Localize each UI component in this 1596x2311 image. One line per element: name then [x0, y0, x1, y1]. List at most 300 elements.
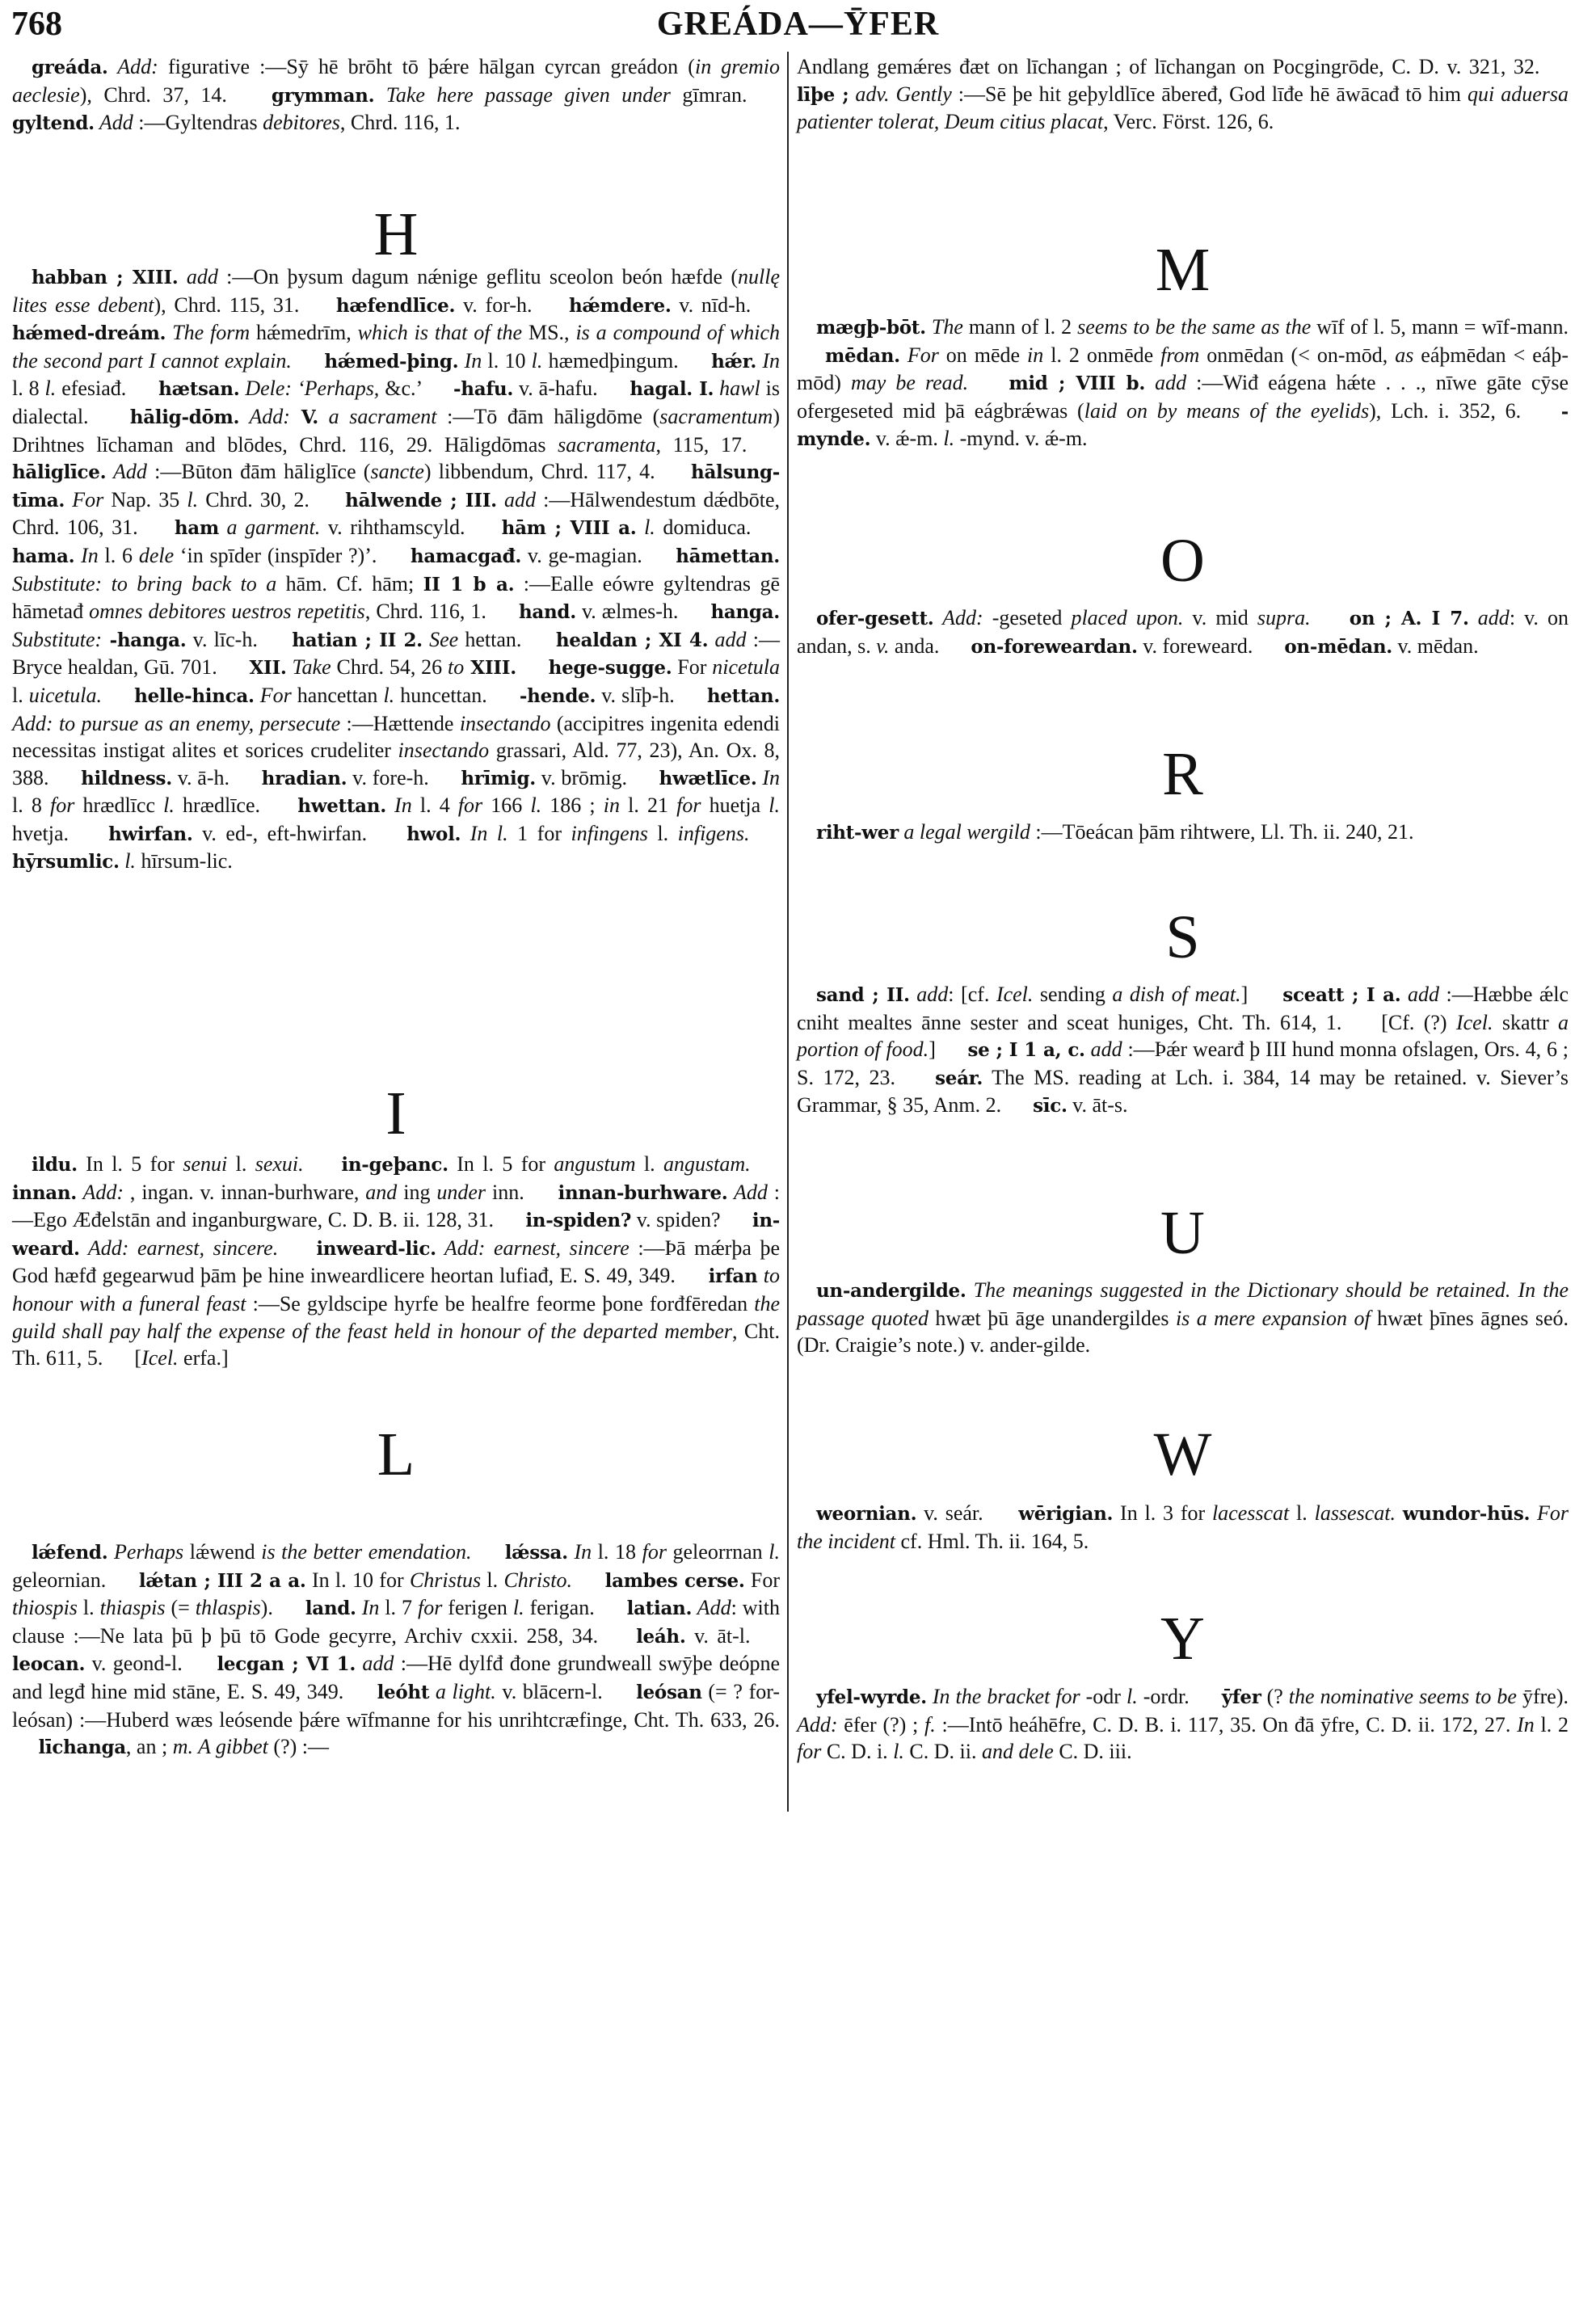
italic-text: infigens.	[677, 821, 750, 845]
text-run	[1311, 606, 1350, 629]
italic-text: add	[1084, 1038, 1122, 1062]
italic-text: which is that of the	[357, 321, 523, 345]
text-run: -ordr.	[1137, 1685, 1222, 1708]
headword: hamacgađ.	[410, 545, 522, 567]
italic-text: omnes debitores uestros repetitis	[89, 600, 365, 624]
italic-text: l.	[893, 1740, 904, 1764]
italic-text: is a compound of which the second part I cannot explain.	[12, 321, 780, 373]
text-run: 1 for	[507, 821, 571, 845]
italic-text: sancte	[370, 460, 424, 484]
headword: hāliglīce.	[12, 461, 107, 484]
italic-text: Christo.	[503, 1568, 572, 1592]
text-run: :—Wiđ eágena hǽte . . ., nīwe gāte cȳse ofergeseted mid þā eágbrǽwas (	[797, 371, 1569, 423]
text-run: gīmran.	[670, 82, 780, 107]
italic-text: f.	[924, 1712, 936, 1736]
text-run: Chrd. 30, 2.	[198, 487, 346, 511]
text-run: , an ;	[125, 1735, 173, 1759]
italic-text: sacramentum	[659, 404, 773, 428]
text-run: , Cht. Th. 611, 5. [	[12, 1319, 780, 1370]
entry-paragraph-w	[797, 1500, 1569, 1555]
headword: sceatt ; I a.	[1282, 984, 1401, 1006]
italic-text: sacramenta	[558, 432, 656, 457]
text-run: ȳfre).	[1516, 1685, 1569, 1708]
text-run: hām. Cf. hām;	[276, 571, 423, 596]
text-run: l. 4	[411, 793, 458, 818]
headword: hæfendlīce.	[335, 294, 456, 317]
text-run: mann of l. 2	[962, 315, 1078, 339]
section-letter-i: I	[385, 1080, 406, 1147]
italic-text: a sacrament	[318, 404, 437, 428]
italic-text: l.	[636, 516, 655, 540]
italic-text: the guild shall pay half the expense of the feast held in honour of the departed member	[12, 1291, 780, 1343]
text-run: C. D. ii.	[903, 1740, 982, 1764]
entry-paragraph-h	[12, 263, 780, 876]
headword: ofer-gesett.	[816, 608, 934, 629]
headword: ildu.	[32, 1154, 78, 1176]
headword: ham	[174, 517, 219, 540]
text-run: :—Sē þe hit geþyldlīce ābeređ, God līđe hē āwācađ tō him	[951, 82, 1468, 106]
text-run: &c.’	[379, 377, 454, 401]
italic-text: add	[1145, 371, 1187, 395]
text-run: ‘in spīder (inspīder ?)’.	[174, 543, 411, 567]
entry-paragraph-continuation	[797, 53, 1569, 136]
text-run: ) Drihtnes līchaman and blōdes, Chrd. 116, 29. Hāligdōmas	[12, 404, 780, 457]
italic-text: as	[1395, 343, 1414, 367]
text-run: v. foreweard.	[1137, 634, 1285, 658]
text-run: : with clause :—Ne lata þū þ þū tō Gode gecyrre, Archiv cxxii. 258, 34.	[12, 1596, 780, 1648]
text-run: In l. 5 for	[77, 1152, 183, 1176]
italic-text: For the incident	[797, 1501, 1569, 1553]
italic-text: lassescat.	[1314, 1501, 1396, 1525]
italic-text: a legal wergild	[898, 820, 1030, 844]
section-letter-s: S	[1165, 903, 1200, 971]
text-run: anda.	[889, 634, 971, 658]
headword: -mynde.	[797, 400, 1569, 451]
italic-text: dele	[138, 543, 175, 567]
italic-text: is the better emendation.	[261, 1540, 472, 1564]
text-run: v. ā-hafu.	[513, 377, 630, 401]
headword: hrīmig.	[461, 767, 536, 789]
text-run	[102, 684, 134, 707]
italic-text: In the bracket for	[926, 1685, 1080, 1708]
text-run: v. ge-magian.	[521, 543, 676, 567]
text-run: lǽwend	[183, 1540, 262, 1564]
text-run: :—Ealle eówre gyltendras gē hāmetađ	[12, 571, 780, 624]
text-run: l. 8	[12, 377, 45, 401]
text-run: skattr	[1493, 1010, 1558, 1034]
text-run: :—Intō heáhēfre, C. D. B. i. 117, 35. On đā ȳfre, C. D. ii. 172, 27.	[935, 1712, 1518, 1736]
headword: hanga.	[710, 601, 780, 624]
text-run: MS.,	[522, 321, 576, 345]
headword: -hende.	[519, 684, 596, 707]
italic-text: Add: earnest, sincere	[436, 1235, 630, 1260]
italic-text: The form	[166, 321, 251, 345]
italic-text: The	[925, 315, 963, 339]
section-letter-y: Y	[1160, 1605, 1205, 1673]
headword: XIII.	[464, 657, 516, 680]
text-run: :—Hæbbe ǽlc cniht mealtes ānne sester and sceat huniges, Cht. Th. 614, 1. [Cf. (?)	[797, 983, 1569, 1034]
italic-text: Add	[106, 460, 147, 484]
section-letter-u: U	[1160, 1199, 1205, 1267]
headword: mēdan.	[824, 344, 900, 367]
text-run: hīrsum-lic.	[135, 849, 233, 873]
entry-paragraph-l	[12, 1539, 780, 1762]
headword: lambes cerse.	[604, 1569, 745, 1592]
text-run: Chrd. 54, 26	[331, 655, 448, 680]
italic-text: For	[254, 683, 292, 707]
text-run: ]	[929, 1038, 968, 1062]
text-run: (=	[165, 1596, 196, 1620]
headword: lǽtan ; III 2 a a.	[138, 1569, 306, 1592]
text-run: l.	[12, 683, 29, 707]
italic-text: Add:	[933, 606, 983, 629]
italic-text: Take here passage given under	[374, 82, 671, 107]
text-run: hwæt þū āge unandergildes	[928, 1306, 1176, 1330]
headword: hwol.	[406, 823, 461, 845]
italic-text: In	[385, 793, 412, 818]
headword: land.	[305, 1597, 356, 1620]
text-run: l.	[77, 1596, 100, 1620]
text-run: :—Hē dylfđ đone grundweall swȳþe deópne and legđ hine mid stāne, E. S. 49, 349.	[12, 1652, 781, 1703]
running-title: GREÁDA—ȲFER	[656, 6, 940, 43]
text-run: For	[672, 655, 713, 680]
italic-text: For	[65, 487, 104, 511]
italic-text: hawl	[714, 377, 760, 401]
text-run: l. 6	[98, 543, 139, 567]
text-run	[516, 655, 549, 679]
text-run: hrædlīcc	[74, 793, 164, 818]
italic-text: thiaspis	[99, 1596, 166, 1620]
text-run: v. geond-l.	[85, 1652, 217, 1676]
text-run: For	[744, 1568, 781, 1592]
text-run: ferigan.	[524, 1596, 627, 1620]
entry-paragraph-r	[797, 819, 1569, 847]
italic-text: Add	[94, 111, 133, 135]
italic-text: In	[756, 348, 780, 373]
italic-text: qui aduersa patienter tolerat, Deum citius placat	[797, 82, 1569, 134]
text-run: (accipitres ingenita edendi necessitas instigat alites et sorices crudeliter	[12, 711, 780, 763]
headword: hǽmed-þing.	[324, 350, 459, 373]
italic-text: l.	[769, 1540, 780, 1564]
italic-text: Take	[286, 655, 331, 680]
headword: on ; A. I 7.	[1349, 608, 1469, 629]
italic-text: thiospis	[12, 1596, 78, 1620]
entry-paragraph-i	[12, 1151, 780, 1372]
text-run: , ingan. v. innan-burhware,	[124, 1180, 366, 1204]
entry-paragraph-u	[797, 1277, 1569, 1359]
text-run: 186 ;	[541, 793, 604, 818]
text-run: sending	[1033, 983, 1113, 1006]
italic-text: for	[49, 793, 75, 818]
headword: hagal. I.	[630, 378, 714, 401]
headword: greáda.	[32, 57, 108, 78]
headword: in-weard.	[12, 1210, 781, 1260]
text-run: domiduca.	[655, 516, 781, 540]
italic-text: debitores	[263, 111, 340, 135]
text-run: v. mēdan.	[1392, 634, 1479, 658]
text-run: ferigen	[442, 1596, 513, 1620]
text-run: hrædlīce.	[174, 793, 298, 818]
headword: XII.	[249, 657, 287, 680]
italic-text: for	[457, 793, 483, 818]
headword: līþe ;	[797, 83, 849, 106]
italic-text: l.	[1126, 1685, 1138, 1708]
text-run: geleorrnan	[666, 1540, 769, 1564]
text-run: C. D. i.	[821, 1740, 894, 1764]
text-run: , Chrd. 116, 1.	[364, 600, 519, 624]
text-run: l. 10	[482, 348, 532, 373]
headword: sand ; II.	[816, 984, 910, 1006]
text-run: (?) :—	[267, 1735, 329, 1759]
headword: leocan.	[12, 1653, 86, 1676]
text-run: hǽmedrīm,	[250, 321, 358, 345]
italic-text: Add:	[239, 404, 290, 428]
headword: hætsan.	[158, 378, 240, 401]
headword: hālsung-tīma.	[12, 461, 781, 511]
italic-text: Dele: ‘Perhaps,	[239, 377, 380, 401]
text-run: ing	[397, 1180, 437, 1204]
italic-text: In	[1517, 1712, 1535, 1736]
italic-text: Add: to pursue as an enemy, persecute	[12, 711, 341, 735]
text-run: l.	[635, 1152, 663, 1176]
italic-text: the nominative seems to be	[1288, 1685, 1517, 1708]
text-run: huncettan.	[394, 683, 520, 707]
headword: gyltend.	[12, 112, 95, 135]
italic-text: l.	[769, 793, 780, 818]
column-divider	[787, 52, 789, 1812]
text-run: on mēde	[938, 343, 1028, 367]
text-run: ) libbendum, Chrd. 117, 4.	[423, 460, 692, 484]
headword: se ; I 1 a, c.	[967, 1039, 1085, 1062]
italic-text: for	[676, 793, 701, 818]
italic-text: In l.	[461, 821, 508, 845]
italic-text: a portion of food.	[797, 1010, 1569, 1062]
text-run: l.	[481, 1568, 504, 1592]
headword: ȳfer	[1221, 1686, 1261, 1708]
text-run: ), Lch. i. 352, 6.	[1369, 398, 1561, 423]
italic-text: supra.	[1257, 606, 1311, 629]
italic-text: In	[567, 1540, 592, 1564]
text-run: :—Hālwendestum dǽdbōte, Chrd. 106, 31.	[12, 487, 781, 540]
text-run: v. nīd-h.	[671, 293, 780, 317]
section-letter-h: H	[373, 200, 419, 268]
text-run: :—Būton đām hāliglīce (	[146, 460, 371, 484]
headword: irfan	[708, 1265, 758, 1288]
text-run: v. ed-, eft-hwirfan.	[192, 821, 407, 845]
text-run	[472, 1540, 505, 1564]
headword: healdan ; XI 4.	[555, 629, 709, 651]
italic-text: add	[356, 1652, 394, 1676]
italic-text: nullę lites esse debent	[12, 265, 780, 317]
text-run	[751, 1152, 780, 1176]
text-run: :—Bryce healdan, Gū. 701.	[12, 627, 781, 680]
italic-text: add	[1468, 606, 1510, 629]
headword: helle-hinca.	[134, 684, 255, 707]
text-run: v. ǽ-m.	[870, 427, 944, 451]
text-run: : v. on andan, s.	[797, 606, 1569, 658]
headword: mid ; VIII b.	[1009, 373, 1146, 395]
text-run: v. fore-h.	[347, 765, 461, 789]
italic-text: l.	[512, 1596, 524, 1620]
italic-text: Add	[692, 1596, 731, 1620]
headword: in-spiden?	[525, 1210, 632, 1232]
italic-text: In	[74, 543, 99, 567]
headword: -hanga.	[102, 629, 187, 651]
italic-text: add	[178, 265, 218, 288]
italic-text: for	[797, 1740, 822, 1764]
text-run: The MS. reading at Lch. i. 384, 14 may be retained. v. Siever’s Grammar, § 35, Anm. 2.	[797, 1065, 1569, 1118]
italic-text: sexui.	[255, 1152, 304, 1176]
text-run: v. mid	[1183, 606, 1257, 629]
italic-text: l.	[531, 348, 543, 373]
headword: hālig-dōm.	[129, 406, 240, 428]
entry-paragraph-greada	[12, 53, 780, 137]
text-run	[273, 1596, 305, 1619]
italic-text: adv. Gently	[849, 82, 952, 106]
text-run	[304, 1152, 342, 1176]
text-run: v. ā-h.	[171, 765, 262, 789]
text-run: l. 8	[12, 793, 50, 818]
text-run	[968, 371, 1009, 394]
italic-text: angustam.	[663, 1152, 751, 1176]
text-run: Nap. 35	[103, 487, 187, 511]
italic-text: l.	[530, 793, 542, 818]
headword: hȳrsumlic.	[12, 851, 120, 873]
italic-text: Icel.	[996, 983, 1034, 1006]
entry-paragraph-o	[797, 604, 1569, 660]
text-run: :—Tōeácan þām rihtwere, Ll. Th. ii. 240, 21.	[1030, 820, 1414, 844]
italic-text: a light.	[429, 1679, 496, 1703]
text-run: grassari, Ald. 77, 23), An. Ox. 8, 388.	[12, 739, 781, 789]
entry-paragraph-m	[797, 314, 1569, 453]
headword: innan-burhware.	[558, 1181, 728, 1204]
italic-text: may be read.	[850, 371, 969, 395]
headword: hand.	[518, 601, 576, 624]
italic-text: and dele	[982, 1740, 1054, 1764]
text-run: In l. 3 for	[1113, 1501, 1212, 1525]
italic-text: m. A gibbet	[172, 1735, 268, 1759]
text-run: eáþmēdan < eáþ-mōd)	[797, 343, 1569, 395]
italic-text: l.	[187, 487, 199, 511]
section-letter-l: L	[377, 1421, 415, 1488]
italic-text: Add	[727, 1180, 768, 1204]
text-run: C. D. iii.	[1053, 1740, 1132, 1764]
italic-text: insectando	[459, 711, 551, 735]
text-run: cf. Hml. Th. ii. 164, 5.	[895, 1529, 1089, 1553]
headword: lǽfend.	[32, 1542, 108, 1564]
italic-text: l.	[943, 427, 955, 451]
text-run: figurative :—Sȳ hē brōht tō þǽre hālgan cyrcan greádon (	[158, 55, 695, 78]
headword: weornian.	[816, 1503, 917, 1525]
italic-text: Icel.	[1455, 1010, 1493, 1034]
italic-text: l.	[44, 377, 57, 401]
text-run: 166	[482, 793, 531, 818]
italic-text: v.	[876, 634, 890, 658]
italic-text: in gremio aeclesie	[12, 55, 781, 107]
headword: hatian ; II 2.	[292, 629, 423, 651]
page-number: 768	[11, 6, 62, 43]
headword: hege-sugge.	[548, 657, 672, 680]
headword: un-andergilde.	[816, 1280, 966, 1302]
text-run: v. blācern-l.	[495, 1679, 637, 1703]
italic-text: In	[756, 765, 780, 789]
headword: hāmettan.	[676, 545, 780, 567]
italic-text: Substitute:	[12, 627, 103, 651]
text-run: geleornian.	[12, 1568, 139, 1592]
text-run: :—On þysum dagum nǽnige geflitu sceolon beón hæfde (	[217, 265, 738, 288]
italic-text: Add:	[77, 1180, 124, 1204]
italic-text: seems to be the same as the	[1077, 315, 1312, 339]
text-run: ).	[260, 1596, 273, 1620]
italic-text: thlaspis	[195, 1596, 261, 1620]
text-run: hvetja.	[12, 821, 109, 845]
section-letter-w: W	[1153, 1421, 1212, 1488]
text-run: onmēdan (< on-mōd,	[1199, 343, 1396, 367]
italic-text: In	[458, 348, 482, 373]
text-run: -mynd. v. ǽ-m.	[954, 427, 1088, 451]
headword: riht-wer	[816, 822, 899, 844]
text-run	[1396, 1501, 1403, 1525]
headword: seár.	[935, 1067, 983, 1089]
headword: lǽssa.	[504, 1542, 568, 1564]
text-run: v. rihthamscyld.	[320, 516, 502, 540]
text-run: l. 18	[592, 1540, 642, 1564]
headword: leóht	[377, 1681, 430, 1703]
headword: mægþ-bōt.	[816, 317, 926, 339]
headword: hǽmed-dreám.	[12, 322, 166, 345]
text-run: huetja	[701, 793, 769, 818]
italic-text: Add:	[107, 55, 158, 78]
italic-text: The meanings suggested in the Dictionary should be retained. In the passage quoted	[797, 1278, 1569, 1330]
headword: hradian.	[261, 767, 347, 789]
italic-text: add	[1400, 983, 1439, 1006]
italic-text: lacesscat	[1211, 1501, 1290, 1525]
headword: habban ; XIII.	[32, 267, 179, 288]
headword: leósan	[636, 1681, 702, 1703]
text-run	[278, 1236, 316, 1260]
italic-text: l.	[119, 849, 136, 873]
text-run: -odr	[1080, 1685, 1126, 1708]
italic-text: add	[496, 487, 536, 511]
text-run: :—Tō đām hāligdōme (	[436, 404, 660, 428]
text-run: :—Se gyldscipe hyrfe be healfre feorme þone forđfēredan	[246, 1291, 755, 1315]
headword: hǽmdere.	[568, 294, 672, 317]
headword: latian.	[626, 1597, 693, 1620]
headword: līchanga	[38, 1736, 126, 1759]
text-run: erfa.]	[178, 1346, 229, 1370]
text-run: , 115, 17.	[655, 432, 780, 457]
entry-paragraph-s	[797, 981, 1569, 1120]
text-run: , Verc. Först. 126, 6.	[1103, 110, 1274, 134]
text-run: Andlang gemǽres đæt on līchangan ; of līchangan on Pocgingrōde, C. D. v. 321, 32.	[797, 55, 1569, 78]
entry-paragraph-y	[797, 1683, 1569, 1766]
text-run: v. seár.	[916, 1501, 1019, 1525]
italic-text: for	[417, 1596, 443, 1620]
headword: innan.	[12, 1181, 78, 1204]
text-run: hettan.	[458, 627, 556, 651]
headword: inweard-lic.	[316, 1237, 436, 1260]
text-run: is dialectal.	[12, 377, 780, 428]
text-run: :—Gyltendras	[133, 111, 263, 135]
headword: in-geþanc.	[341, 1154, 448, 1176]
headword: hettan.	[706, 684, 781, 707]
text-run: ]	[1240, 983, 1283, 1006]
text-run: (= ? for-leósan) :—Huberd wæs leósende þǽre wīfmanne for his unrihtcræfinge, Cht. Th. 633, 26.	[12, 1679, 781, 1759]
text-run: l. 2	[1534, 1712, 1569, 1736]
text-run: l. 7	[379, 1596, 418, 1620]
italic-text: Substitute: to bring back to a	[12, 571, 277, 596]
headword: II 1 b a.	[423, 573, 515, 596]
